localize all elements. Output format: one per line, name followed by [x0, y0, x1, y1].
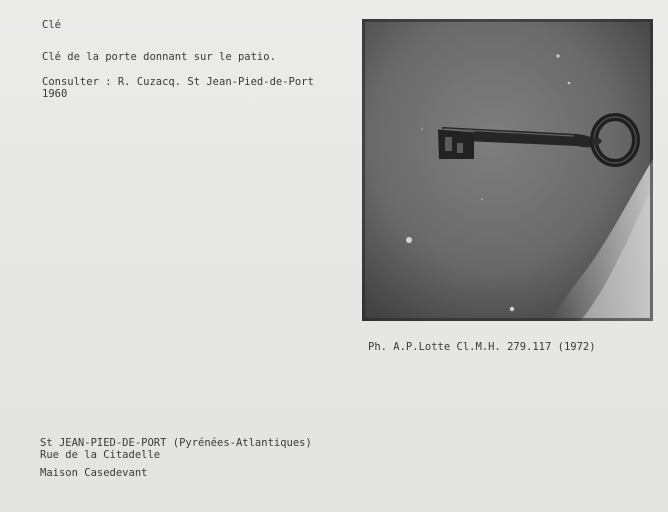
location-street: Rue de la Citadelle — [40, 449, 161, 461]
record-title: Clé — [42, 19, 61, 31]
record-description: Clé de la porte donnant sur le patio. — [42, 51, 276, 63]
photo-credit: Ph. A.P.Lotte Cl.M.H. 279.117 (1972) — [368, 341, 596, 353]
key-photograph — [362, 19, 653, 321]
location-commune: St JEAN-PIED-DE-PORT (Pyrénées-Atlantiques) — [40, 437, 312, 449]
consult-year: 1960 — [42, 88, 68, 100]
consult-reference: Consulter : R. Cuzacq. St Jean-Pied-de-Port — [42, 76, 314, 88]
location-building: Maison Casedevant — [40, 467, 148, 479]
